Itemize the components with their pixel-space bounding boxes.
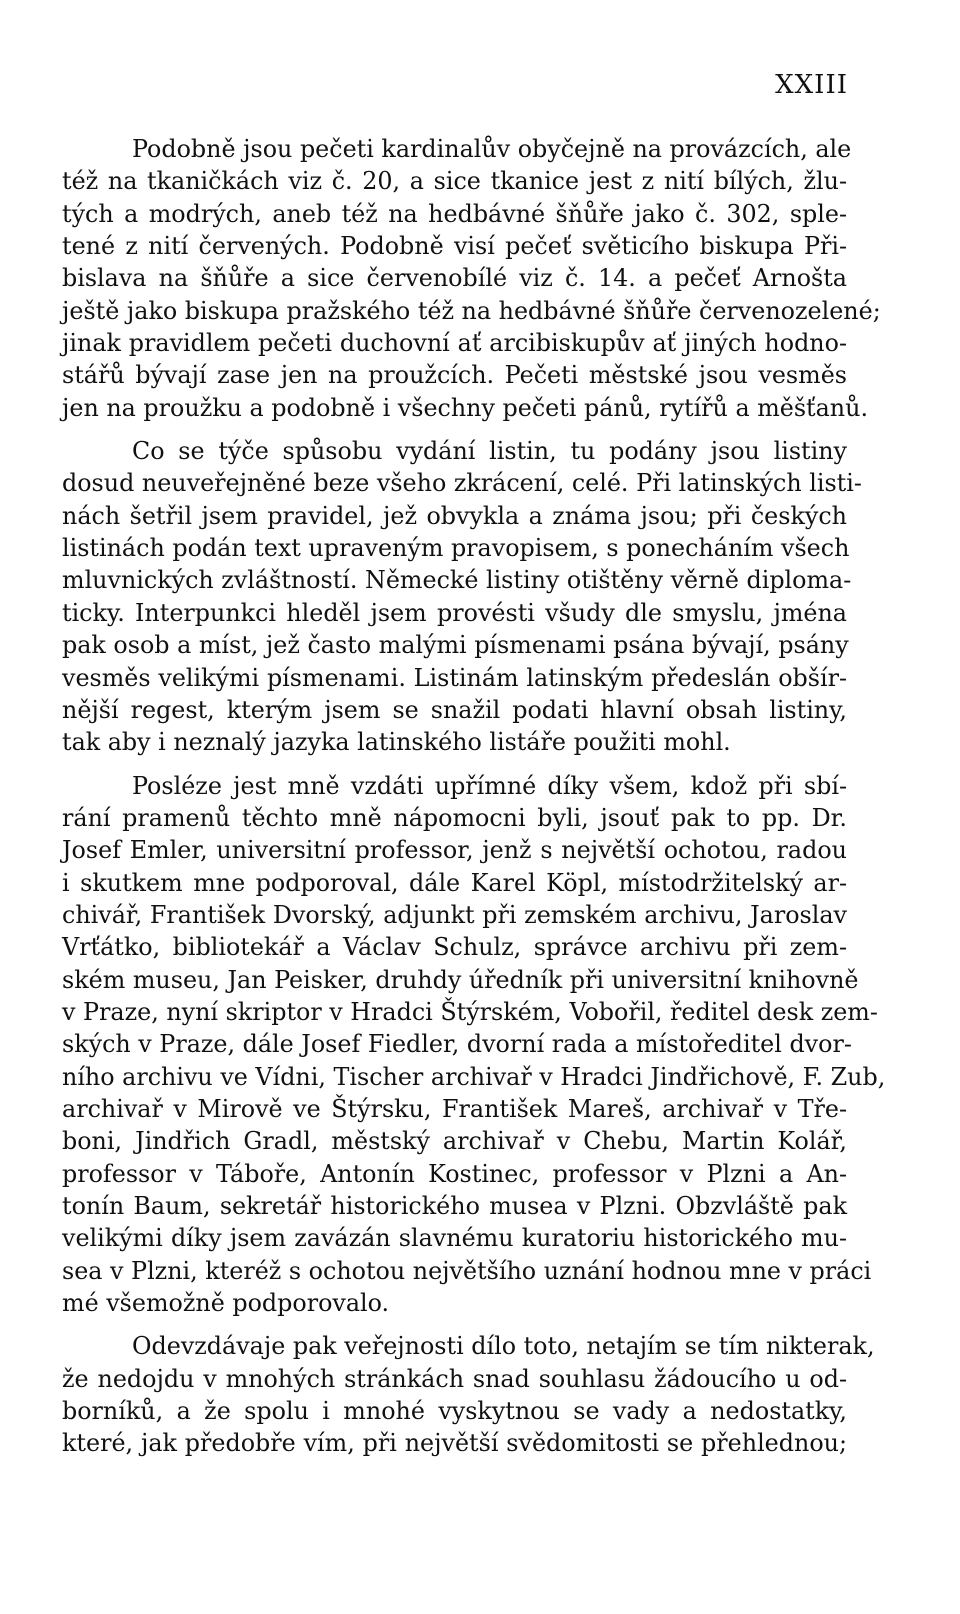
paragraph-edition-method	[62, 435, 862, 758]
text-line: ticky. Interpunkci hleděl jsem provésti všudy dle smyslu, jména	[62, 598, 847, 627]
text-line: jinak pravidlem pečeti duchovní ať arcibiskupův ať jiných hodno-	[62, 329, 847, 358]
text-body	[62, 133, 886, 1460]
text-line: listinách podán text upraveným pravopisem, s ponecháním všech	[62, 534, 850, 563]
text-line: ního archivu ve Vídni, Tischer archivař v Hradci Jindřichově, F. Zub,	[62, 1062, 886, 1091]
text-line: že nedojdu v mnohých stránkách snad souhlasu žádoucího u od-	[62, 1364, 847, 1393]
text-line: v Praze, nyní skriptor v Hradci Štýrském, Vobořil, ředitel desk zem-	[62, 997, 878, 1026]
text-line: pak osob a míst, jež často malými písmenami psána bývají, psány	[62, 631, 849, 660]
text-line: Odevzdávaje pak veřejnosti dílo toto, netajím se tím nikterak,	[132, 1332, 875, 1361]
text-line: jen na proužku a podobně i všechny pečeti pánů, rytířů a měšťanů.	[62, 393, 869, 422]
text-line: bislava na šňůře a sice červenobílé viz č. 14. a pečeť Arnošta	[62, 264, 847, 293]
text-line: mé všemožně podporovalo.	[62, 1289, 390, 1318]
paragraph-acknowledgements	[62, 770, 886, 1320]
paragraph-closing	[62, 1330, 875, 1459]
text-line: též na tkaničkách viz č. 20, a sice tkanice jest z nití bílých, žlu-	[62, 167, 847, 196]
text-line: tonín Baum, sekretář historického musea v Plzni. Obzvláště pak	[62, 1192, 847, 1220]
text-line: Posléze jest mně vzdáti upřímné díky všem, kdož při sbí-	[132, 771, 847, 800]
text-line: professor v Táboře, Antonín Kostinec, professor v Plzni a An-	[62, 1159, 847, 1188]
text-line: Vrťátko, bibliotekář a Václav Schulz, správce archivu při zem-	[62, 933, 847, 962]
text-line: velikými díky jsem zavázán slavnému kuratoriu historického mu-	[62, 1224, 847, 1253]
text-line: Josef Emler, universitní professor, jenž s největší ochotou, radou	[62, 836, 847, 865]
text-line: ještě jako biskupa pražského též na hedbávné šňůře červenozelené;	[62, 296, 881, 325]
text-line: nější regest, kterým jsem se snažil podati hlavní obsah listiny,	[62, 695, 847, 724]
text-line: tak aby i neznalý jazyka latinského listáře použiti mohl.	[62, 728, 731, 757]
text-line: Podobně jsou pečeti kardinalův obyčejně na provázcích, ale	[132, 135, 852, 163]
text-line: stářů bývají zase jen na proužcích. Pečeti městské jsou vesměs	[62, 361, 847, 390]
text-line: ských v Praze, dále Josef Fiedler, dvorní rada a místoředitel dvor-	[62, 1030, 852, 1059]
text-line: tých a modrých, aneb též na hedbávné šňůře jako č. 302, sple-	[62, 199, 847, 228]
text-line: boni, Jindřich Gradl, městský archivař v Chebu, Martin Kolář,	[62, 1127, 847, 1156]
text-line: borníků, a že spolu i mnohé vyskytnou se vady a nedostatky,	[62, 1397, 847, 1426]
text-line: rání pramenů těchto mně nápomocni byli, jsouť pak to pp. Dr.	[62, 803, 847, 832]
text-line: sea v Plzni, kteréž s ochotou největšího uznání hodnou mne v práci	[62, 1256, 872, 1285]
text-line: vesměs velikými písmenami. Listinám latinským předeslán obšír-	[62, 663, 847, 692]
text-line: i skutkem mne podporoval, dále Karel Köpl, místodržitelský ar-	[62, 868, 847, 897]
text-line: archivař v Mirově ve Štýrsku, František Mareš, archivař v Tře-	[62, 1094, 847, 1123]
text-line: dosud neuveřejněné beze všeho zkrácení, celé. Při latinských listi-	[62, 469, 862, 498]
page-number: XXIII	[775, 70, 848, 100]
text-line: ském museu, Jan Peisker, druhdy úředník při universitní knihovně	[62, 965, 859, 994]
paragraph-seals	[62, 133, 881, 424]
text-line: mluvnických zvláštností. Německé listiny otištěny věrně diploma-	[62, 566, 852, 595]
text-line: tené z nití červených. Podobně visí pečeť světicího biskupa Při-	[62, 232, 847, 261]
text-line: Co se týče spůsobu vydání listin, tu podány jsou listiny	[132, 437, 847, 466]
text-line: které, jak předobře vím, při největší svědomitosti se přehlednou;	[62, 1429, 847, 1458]
text-line: nách šetřil jsem pravidel, jež obvykla a známa jsou; při českých	[62, 501, 847, 530]
text-line: chivář, František Dvorský, adjunkt při zemském archivu, Jaroslav	[62, 900, 847, 929]
